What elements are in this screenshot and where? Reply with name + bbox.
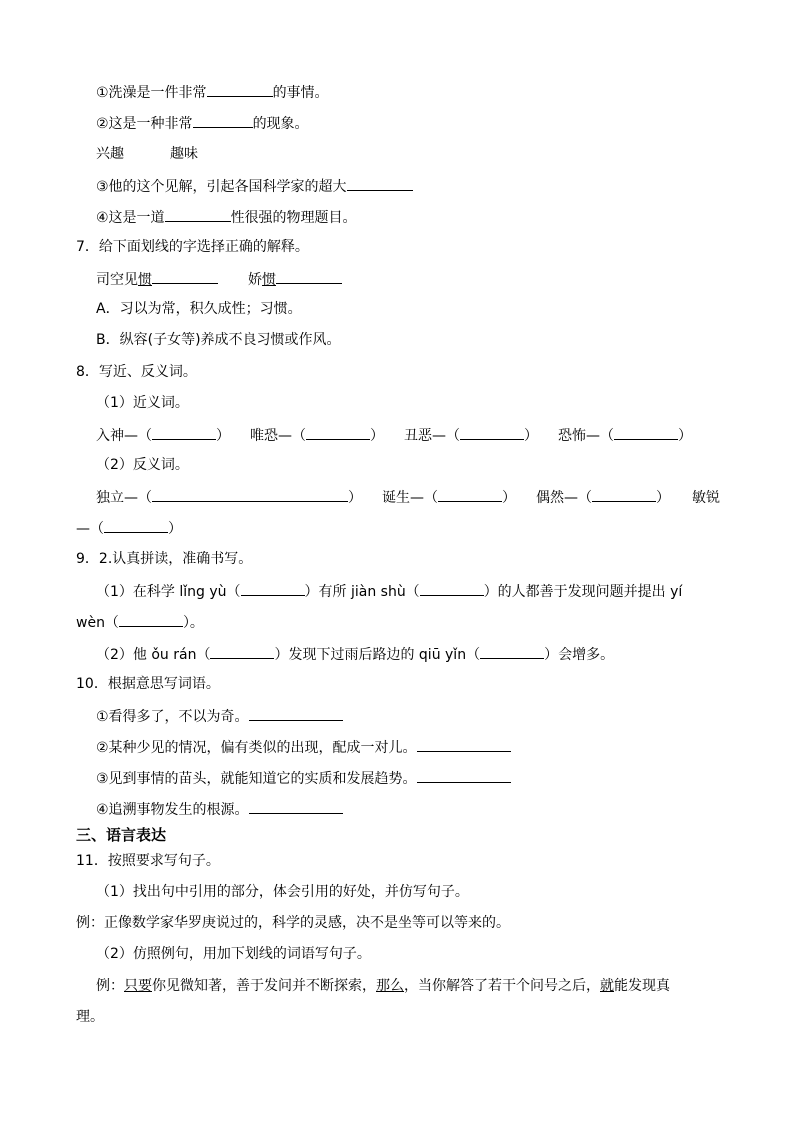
q6-item-3-text: ③他的这个见解，引起各国科学家的超大 [96,179,347,195]
word-text: —（ [76,521,104,537]
underlined-char: 惯 [262,272,276,288]
option-word: 兴趣 [96,146,124,162]
paren-close: ） [348,490,362,506]
q9-line-1 [96,581,682,601]
paren-close: ） [168,521,182,537]
answer-blank[interactable] [614,425,678,440]
answer-blank[interactable] [104,518,168,533]
answer-blank[interactable] [152,487,348,502]
word-text: 入神—（ [96,428,152,444]
q6-item-2-text: ②这是一种非常 [96,116,193,132]
q8-sub1: （1）近义词。 [96,395,189,411]
q10-item-2 [96,737,511,757]
q8-title: 8．写近、反义词。 [76,364,197,380]
answer-blank[interactable] [306,425,370,440]
answer-blank[interactable] [207,82,273,97]
q8-sub2: （2）反义词。 [96,457,189,473]
word-text: 丑恶—（ [404,428,460,444]
q8-antonyms-cont [76,518,182,538]
q7-option-a: A．习以为常，积久成性；习惯。 [96,301,302,317]
pinyin-text: ）发现下过雨后路边的 qiū yǐn（ [274,647,481,663]
definition-text: ①看得多了，不以为奇。 [96,709,249,725]
q10-item-4 [96,799,343,819]
example-text: 例： [96,978,124,994]
paren-close: ） [524,428,538,444]
q6-item-3 [96,176,413,196]
q11-example-2-cont: 理。 [76,1009,104,1025]
option-word: 趣味 [170,146,198,162]
q6-item-4 [96,207,357,227]
answer-blank[interactable] [193,113,253,128]
pinyin-text: （1）在科学 lǐng yù（ [96,584,241,600]
answer-blank[interactable] [152,425,216,440]
answer-blank[interactable] [249,799,343,814]
q8-antonyms [96,487,720,507]
pinyin-text: wèn（ [76,615,119,631]
q7-option-b: B．纵容(子女等)养成不良习惯或作风。 [96,332,341,348]
definition-text: ④追溯事物发生的根源。 [96,802,249,818]
pinyin-text: （2）他 ǒu rán（ [96,647,211,663]
paren-close: ） [216,428,230,444]
q11-sub1: （1）找出句中引用的部分，体会引用的好处，并仿写句子。 [96,884,469,900]
word-text: 娇 [248,272,262,288]
q10-title: 10．根据意思写词语。 [76,676,220,692]
word-text: 偶然—（ [536,490,592,506]
answer-blank[interactable] [210,644,274,659]
q9-line-3 [96,644,614,664]
example-text: ，当你解答了若干个问号之后， [404,978,600,994]
example-text: 你见微知著，善于发问并不断探索， [152,978,376,994]
answer-blank[interactable] [152,269,218,284]
paren-close: ） [502,490,516,506]
underlined-char: 惯 [138,272,152,288]
word-text: 独立—（ [96,490,152,506]
q8-synonyms [96,425,692,445]
q10-item-3 [96,768,511,788]
answer-blank[interactable] [249,706,343,721]
word-text: 唯恐—（ [250,428,306,444]
q11-example-1: 例：正像数学家华罗庚说过的，科学的灵感，决不是坐等可以等来的。 [76,915,510,931]
answer-blank[interactable] [119,612,183,627]
pinyin-text: ）。 [182,615,204,631]
q6-options [96,145,198,163]
answer-blank[interactable] [480,644,544,659]
underlined-word: 只要 [124,978,152,994]
answer-blank[interactable] [241,581,305,596]
definition-text: ②某种少见的情况，偏有类似的出现，配成一对儿。 [96,740,417,756]
q11-example-2 [96,977,670,995]
answer-blank[interactable] [592,487,656,502]
q6-item-1-text: ①洗澡是一件非常 [96,85,207,101]
paren-close: ） [656,490,670,506]
q6-item-1 [96,82,329,102]
underlined-word: 那么 [376,978,404,994]
example-text: 能发现真 [614,978,670,994]
paren-close: ） [678,428,692,444]
q6-item-4-end: 性很强的物理题目。 [230,210,357,226]
q6-item-1-end: 的事情。 [272,85,329,101]
paren-close: ） [370,428,384,444]
q10-item-1 [96,706,343,726]
q7-title: 7．给下面划线的字选择正确的解释。 [76,239,309,255]
q11-title: 11．按照要求写句子。 [76,853,220,869]
answer-blank[interactable] [460,425,524,440]
q7-words [96,269,342,289]
section-heading: 三、语言表达 [76,826,167,844]
q6-item-4-text: ④这是一道 [96,210,165,226]
answer-blank[interactable] [420,581,484,596]
q6-item-2-end: 的现象。 [252,116,309,132]
q6-item-2 [96,113,309,133]
answer-blank[interactable] [417,737,511,752]
pinyin-text: ）的人都善于发现问题并提出 yí [483,584,683,600]
word-text: 诞生—（ [382,490,438,506]
answer-blank[interactable] [165,207,231,222]
answer-blank[interactable] [438,487,502,502]
q11-sub2: （2）仿照例句，用加下划线的词语写句子。 [96,946,371,962]
answer-blank[interactable] [417,768,511,783]
pinyin-text: ）会增多。 [544,647,615,663]
pinyin-text: ）有所 jiàn shù（ [304,584,420,600]
word-text: 恐怖—（ [558,428,614,444]
answer-blank[interactable] [276,269,342,284]
definition-text: ③见到事情的苗头，就能知道它的实质和发展趋势。 [96,771,417,787]
q9-title: 9．2.认真拼读，准确书写。 [76,551,253,567]
q9-line-2 [76,612,204,632]
answer-blank[interactable] [347,176,413,191]
word-text: 司空见 [96,272,138,288]
word-text: 敏锐 [692,490,720,506]
underlined-word: 就 [600,978,614,994]
